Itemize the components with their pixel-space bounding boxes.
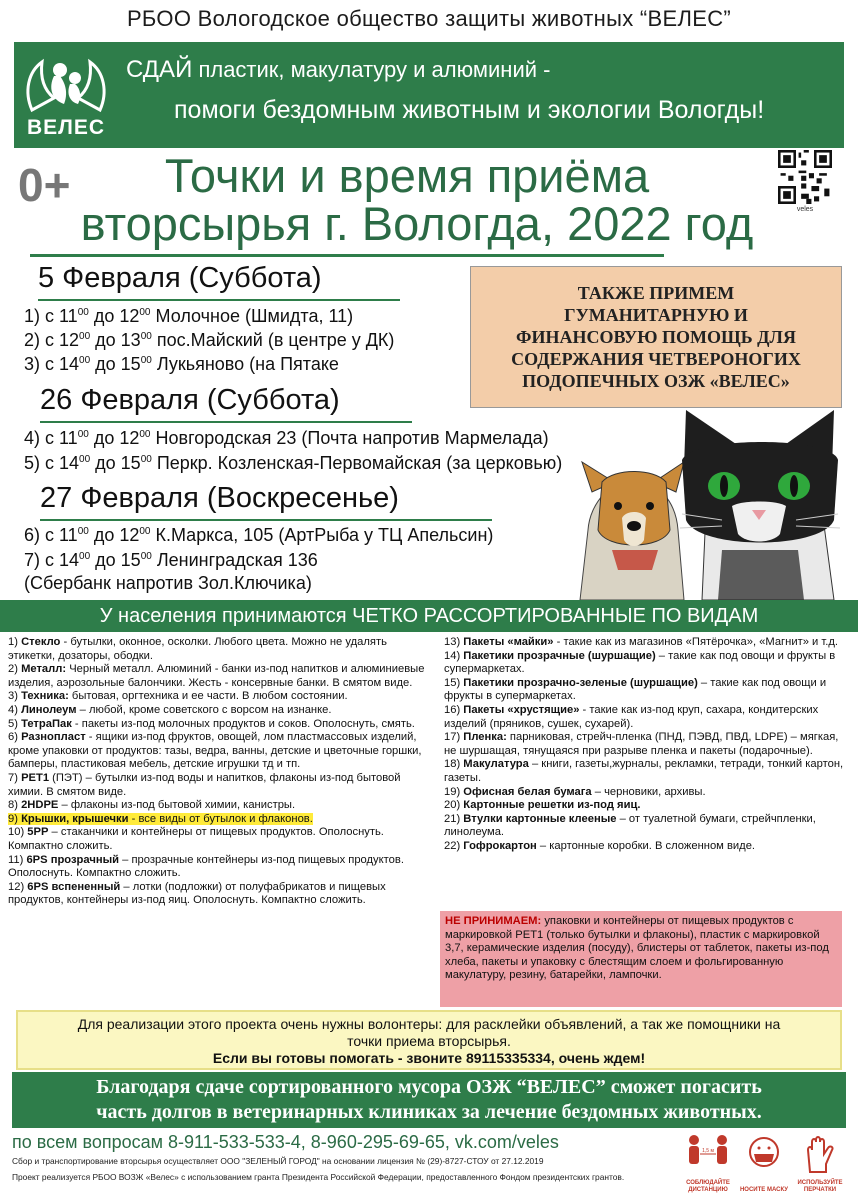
schedule-item: 1) с $11^{00}$ до $12^{00}$ Молочное (Шмидта, 11) [24,306,354,326]
list-item: 14) Пакетики прозрачные (шуршащие) – такие как под овощи и фрукты в супермаркетах. [444,649,836,676]
mask-icon [738,1132,790,1178]
hands-animals-icon [20,48,112,120]
list-item: 15) Пакетики прозрачно-зеленые (шуршащие) – такие как под овощи и фрукты в супермаркетах. [444,676,827,703]
list-item: 20) Картонные решетки из-под яиц. [444,799,641,812]
list-item: 6) Разнопласт - ящики из-под фруктов, овощей, лом пластмассовых изделий, кроме упаковки от продуктов: тазы, ведра, ванны, детские и цветочные горшки, бамперы, пластиковая мебель, детские игрушки тд и тп. [8,731,422,771]
aid-line: ФИНАНСОВУЮ ПОМОЩЬ ДЛЯ [516,327,796,347]
covid-label: СОБЛЮДАЙТЕ ДИСТАНЦИЮ [686,1180,730,1193]
page-title-line-2: вторсырья г. Вологда, 2022 год [80,197,754,250]
list-item: 1) Стекло - бутылки, оконное, осколки. Любого цвета. Можно не удалять этикетки, дозаторы, ободки. [8,636,387,662]
org-title: РБОО Вологодское общество защиты животных “ВЕЛЕС” [126,6,732,31]
list-item: 17) Пленка: парниковая, стрейч-пленка (ПНД, ПЭВД, ПВД, LDPE) – мягкая, не шуршащая, тянущаяся при разрыве пленка и пакеты (подарочные). [444,731,839,757]
covid-label: ИСПОЛЬЗУЙТЕ ПЕРЧАТКИ [797,1180,843,1193]
schedule-item: 4) с $11^{00}$ до $12^{00}$ Новгородская 23 (Почта напротив Мармелада) [24,428,549,448]
date-heading-3: 27 Февраля (Воскресенье) [40,482,399,514]
aid-line: СОДЕРЖАНИЯ ЧЕТВЕРОНОГИХ [511,349,801,369]
not-accepted-label: НЕ ПРИНИМАЕМ: [445,915,542,927]
not-accepted-text: упаковки и контейнеры от пищевых продуктов с маркировкой PET1 (только бутылки и флаконы), пластик с маркировкой 3,7, керамические изделия (посуду), блистеры от таблеток, пакеты из-под хлеба, пакеты и упаковку с блестящим слоем и фольгированную макулатуру, резину, батарейки, лампочки. [445,915,829,982]
list-item: 3) Техника: бытовая, оргтехника и ее части. В любом состоянии. [8,690,348,703]
list-item: 12) 6PS вспененный – лотки (подложки) от полуфабрикатов и пищевых продуктов, контейнеры из-под яиц. Ополоснуть. Компактно сложить. [8,880,386,907]
qr-caption: veles [796,206,814,213]
aid-line: ПОДОПЕЧНЫХ ОЗЖ «ВЕЛЕС» [522,371,790,391]
thanks-line: Благодаря сдаче сортированного мусора ОЗЖ “ВЕЛЕС” сможет погасить [96,1076,762,1098]
date-underline-1 [38,299,400,301]
title-underline [30,254,664,257]
list-item: 10) 5PP – стаканчики и контейнеры от пищевых продуктов. Ополоснуть. Компактно сложить. [8,826,384,852]
contacts[interactable]: по всем вопросам 8-911-533-533-4, 8-960-295-69-65, vk.com/veles [12,1132,559,1152]
list-item: 19) Офисная белая бумага – черновики, архивы. [444,785,706,798]
banner-line-2: помоги бездомным животным и экологии Вологды! [174,96,765,124]
dog-icon [580,462,684,600]
aid-box [470,266,842,408]
cat-icon [680,410,840,600]
distance-label: 1,5 м [702,1148,714,1154]
schedule-item: 3) с $14^{00}$ до $15^{00}$ Лукьяново (на Пятаке [24,354,339,374]
aid-line: ТАКЖЕ ПРИМЕМ [577,283,735,303]
volunteer-call: Если вы готовы помогать - звоните 89115335334, очень ждем! [212,1050,646,1066]
use-gloves-badge [794,1132,846,1194]
date-underline-2 [40,421,412,423]
schedule-item: 7) с $14^{00}$ до $15^{00}$ Ленинградская 136 [24,550,318,570]
age-rating: 0+ [18,159,71,211]
list-item: 18) Макулатура – книги, газеты,журналы, рекламки, тетради, тонкий картон, газеты. [444,758,844,784]
schedule-note: (Сбербанк напротив Зол.Ключика) [24,573,312,593]
volunteer-line: Для реализации этого проекта очень нужны волонтеры: для расклейки объявлений, а так же помощники на [77,1016,781,1032]
dog-and-cat-illustration [572,410,858,600]
schedule-item: 6) с $11^{00}$ до $12^{00}$ К.Маркса, 105 (АртРыба у ТЦ Апельсин) [24,525,494,545]
wear-mask-badge [738,1132,790,1194]
date-heading-1: 5 Февраля (Суббота) [38,262,322,294]
grant-note: Проект реализуется РБОО ВОЗЖ «Велес» с использованием гранта Президента Российской Федерации, предоставленного Фондом президентских грантов. [12,1172,625,1182]
list-item: 4) Линолеум – любой, кроме советского с ворсом на изнанке. [8,703,332,716]
operator-note: Сбор и транспортирование вторсырья осуществляет ООО "ЗЕЛЕНЫЙ ГОРОД" на основании лицензия № (29)-8727-СТОУ от 27.12.2019 [12,1156,544,1166]
covid-label: НОСИТЕ МАСКУ [739,1187,789,1193]
keep-distance-badge [682,1132,734,1194]
categories-left-column [8,636,428,908]
list-item: 11) 6PS прозрачный – прозрачные контейнеры из-под пищевых продуктов. Ополоснуть. Компактно сложить. [8,853,404,880]
list-item: 21) Втулки картонные клееные – от туалетной бумаги, стрейчпленки, линолеума. [444,812,816,839]
distance-icon [682,1132,734,1178]
header-banner [14,42,844,148]
list-item: 8) 2HDPE – флаконы из-под бытовой химии, канистры. [8,799,296,812]
list-item: 13) Пакеты «майки» - такие как из магазинов «Пятёрочка», «Магнит» и т.д. [444,636,839,648]
schedule-item: 2) с $12^{00}$ до $13^{00}$ пос.Майский (в центре у ДК) [24,330,395,350]
glove-icon [794,1132,846,1178]
volunteer-box [16,1010,842,1070]
page-title-line-1: Точки и время приёма [164,149,650,202]
date-underline-3 [40,519,492,521]
categories-right-column [444,636,852,854]
thanks-line: часть долгов в ветеринарных клиниках за лечение бездомных животных. [96,1101,762,1123]
list-item: 22) Гофрокартон – картонные коробки. В сложенном виде. [444,839,756,852]
list-item: 7) PET1 (ПЭТ) – бутылки из-под воды и напитков, флаконы из-под бытовой химии. В смятом виде. [8,771,401,798]
list-item-highlighted: 9) Крышки, крышечки - все виды от бутылок и флаконов. [8,812,313,825]
list-item: 16) Пакеты «хрустящие» - такие как из-под круп, сахара, кондитерских изделий (пряников, сушек, сухарей). [444,703,819,730]
banner-line-1 [126,56,550,84]
sorted-types-bar: У населения принимаются ЧЕТКО РАССОРТИРОВАННЫЕ ПО ВИДАМ [0,600,858,632]
banner-line-1-text: пластик, макулатуру и алюминий - [192,57,551,82]
not-accepted-box [440,911,842,1007]
aid-line: ГУМАНИТАРНУЮ И [564,305,748,325]
qr-code-icon[interactable] [778,150,832,204]
date-heading-2: 26 Февраля (Суббота) [40,384,340,416]
list-item: 5) ТетраПак - пакеты из-под молочных продуктов и соков. Ополоснуть, смять. [8,717,415,730]
thanks-banner [12,1072,846,1128]
schedule-item: 5) с $14^{00}$ до $15^{00}$ Перкр. Козленская-Первомайская (за церковью) [24,453,563,473]
banner-strong: СДАЙ [126,56,193,83]
list-item: 2) Металл: Черный металл. Алюминий - банки из-под напитков и алюминиевые изделия, аэрозольные балончики. Жесть - консервные банки. В смятом виде. [8,663,425,689]
logo-text: ВЕЛЕС [26,116,106,139]
volunteer-line: точки приема вторсырья. [347,1033,511,1049]
veles-logo [20,48,112,142]
